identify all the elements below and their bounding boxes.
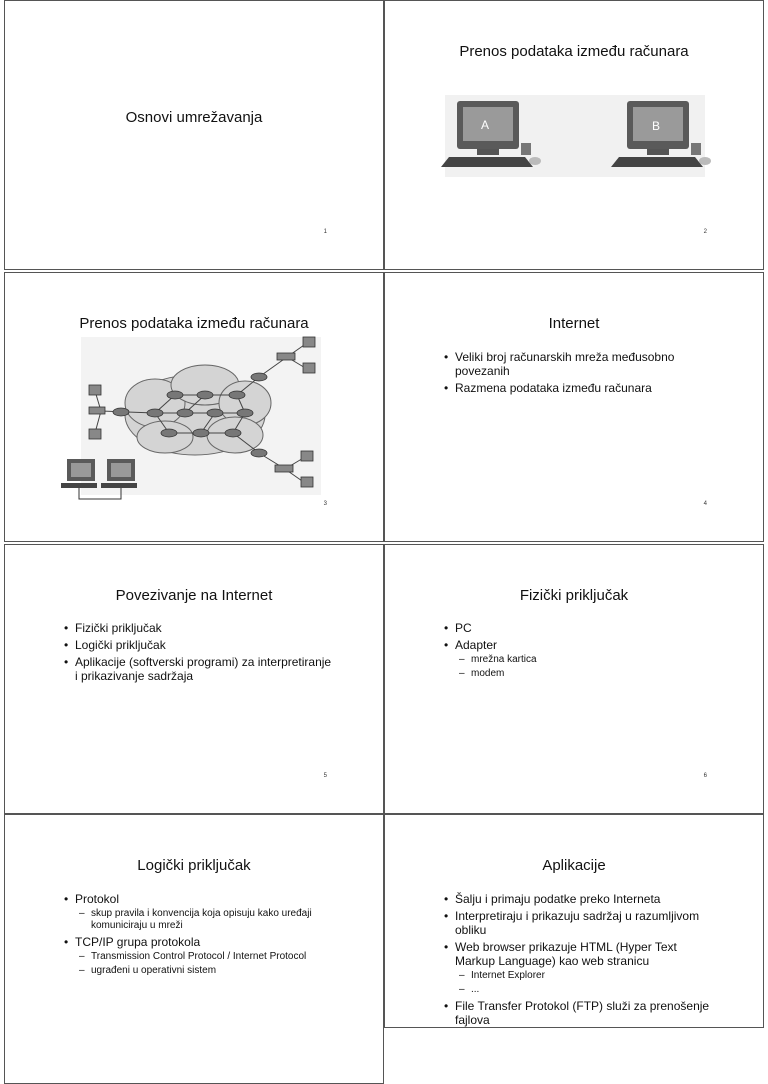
slide-title: Logički priključak	[137, 857, 251, 874]
slide-7	[4, 814, 384, 1084]
sub-item: – ugrađeni u operativni sistem	[75, 965, 321, 977]
slide-number: 6	[703, 773, 707, 779]
slide-number: 1	[323, 229, 327, 235]
slide-number: 4	[703, 501, 707, 507]
bullet-list	[441, 892, 711, 1028]
computer-a-label: A	[480, 118, 490, 132]
slide-title: Internet	[548, 315, 600, 332]
sub-item: – ...	[455, 984, 711, 996]
bullet-list	[441, 621, 711, 683]
sub-item: – mrežna kartica	[455, 654, 711, 666]
sub-item: – skup pravila i konvencija koja opisuju kako uređaji komuniciraju u mreži	[75, 908, 321, 932]
slide-5	[4, 544, 384, 814]
bullet-list	[441, 350, 711, 398]
bullet-item: • Fizički priključak	[61, 621, 336, 635]
bullet-item: • Razmena podataka između računara	[441, 381, 711, 395]
sub-item: – modem	[455, 668, 711, 680]
slide-title: Povezivanje na Internet	[115, 587, 273, 604]
slide-title: Prenos podataka između računara	[79, 315, 309, 332]
bullet-item	[61, 935, 321, 977]
bullet-list	[61, 892, 321, 980]
bullet-item: • Šalju i primaju podatke preko Interneta	[441, 892, 711, 906]
slide-number: 5	[323, 773, 327, 779]
computer-b-label: B	[651, 119, 661, 133]
bullet-item	[441, 638, 711, 680]
slide-title: Prenos podataka između računara	[459, 43, 689, 60]
slide-number: 3	[323, 501, 327, 507]
bullet-text: Adapter	[455, 638, 498, 652]
bullet-item	[61, 892, 321, 932]
bullet-item: • Interpretiraju i prikazuju sadržaj u razumljivom obliku	[441, 909, 711, 937]
bullet-text: TCP/IP grupa protokola	[75, 935, 201, 949]
slide-1	[4, 0, 384, 270]
slide-2	[384, 0, 764, 270]
sub-list	[75, 951, 321, 977]
sub-list	[455, 654, 711, 680]
bullet-list	[61, 621, 336, 686]
sub-list	[455, 970, 711, 996]
bullet-item: • Logički priključak	[61, 638, 336, 652]
slide-8	[384, 814, 764, 1028]
slide-3	[4, 272, 384, 542]
bullet-text: Protokol	[75, 892, 120, 906]
slide-title: Fizički priključak	[519, 587, 629, 604]
bullet-item: • Veliki broj računarskih mreža međusobno povezanih	[441, 350, 711, 378]
bullet-item: • File Transfer Protokol (FTP) služi za prenošenje fajlova	[441, 999, 711, 1027]
sub-item: – Transmission Control Protocol / Internet Protocol	[75, 951, 321, 963]
bullet-text: Web browser prikazuje HTML (Hyper Text Markup Language) kao web stranicu	[455, 940, 677, 968]
bullet-item	[441, 940, 711, 996]
slide-title: Aplikacije	[542, 857, 606, 874]
slide-number: 2	[703, 229, 707, 235]
two-computers-illustration	[385, 1, 764, 270]
slide-title: Osnovi umrežavanja	[125, 109, 263, 126]
network-diagram-illustration	[5, 273, 384, 542]
sub-item: – Internet Explorer	[455, 970, 711, 982]
slide-4	[384, 272, 764, 542]
bullet-item: • Aplikacije (softverski programi) za interpretiranje i prikazivanje sadržaja	[61, 655, 336, 683]
bullet-item: • PC	[441, 621, 711, 635]
sub-list	[75, 908, 321, 932]
slide-6	[384, 544, 764, 814]
